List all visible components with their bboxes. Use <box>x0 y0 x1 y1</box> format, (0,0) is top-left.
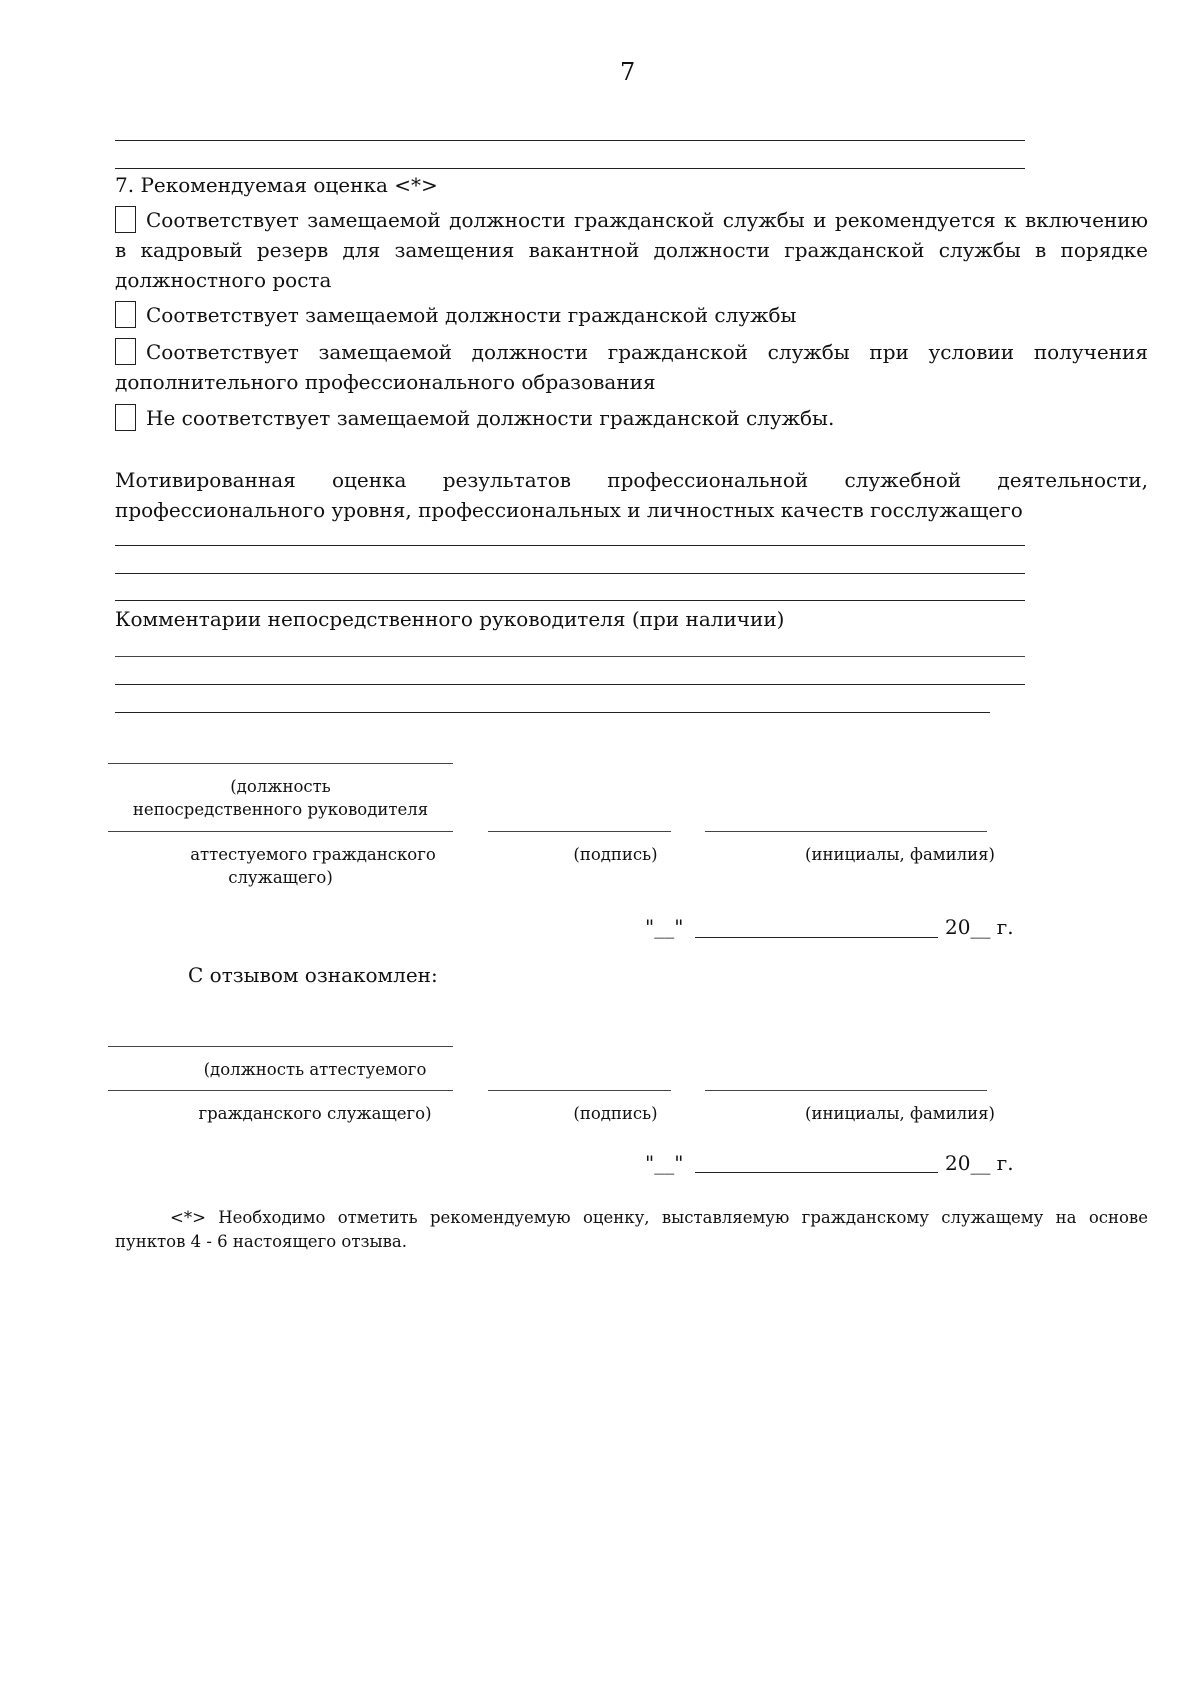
date-month-line <box>695 1172 938 1173</box>
answer-line <box>115 600 1025 601</box>
signature-caption: (подпись) <box>573 845 658 864</box>
checkbox-option-4[interactable] <box>115 404 136 431</box>
answer-line <box>115 140 1025 141</box>
date-year: 20__ г. <box>945 915 1014 939</box>
position-caption: (должность <box>230 777 331 796</box>
date-day: "__" <box>645 915 684 939</box>
position-caption: (должность аттестуемого <box>203 1060 427 1079</box>
checkbox-option-3[interactable] <box>115 338 136 365</box>
footnote: <*> Необходимо отметить рекомендуемую оценку, выставляемую гражданскому служащему на основе пунктов 4 - 6 настоящего отзыва. <box>115 1208 1148 1251</box>
answer-line <box>115 545 1025 546</box>
page-number: 7 <box>620 58 636 86</box>
position-line <box>108 831 453 832</box>
answer-line <box>115 168 1025 169</box>
option-2-label: Соответствует замещаемой должности гражданской службы <box>146 303 797 327</box>
option-2[interactable] <box>115 300 1148 330</box>
answer-line <box>115 656 1025 657</box>
option-3-label: Соответствует замещаемой должности гражданской службы при условии получения дополнительного профессионального образования <box>115 340 1148 394</box>
motivated-assessment-label: Мотивированная оценка результатов профессиональной служебной деятельности, профессионального уровня, профессиональных и личностных качеств госслужащего <box>115 468 1148 522</box>
option-1-label: Соответствует замещаемой должности гражданской службы и рекомендуется к включению в кадровый резерв для замещения вакантной должности гражданской службы в порядке должностного роста <box>115 208 1148 292</box>
name-caption: (инициалы, фамилия) <box>805 845 995 864</box>
position-caption: служащего) <box>228 868 333 887</box>
checkbox-option-1[interactable] <box>115 206 136 233</box>
position-caption: аттестуемого гражданского <box>190 845 436 864</box>
signature-line <box>488 1090 671 1091</box>
position-caption: гражданского служащего) <box>198 1104 432 1123</box>
position-line <box>108 763 453 764</box>
date-month-line <box>695 937 938 938</box>
name-line <box>705 1090 987 1091</box>
signature-line <box>488 831 671 832</box>
date-day: "__" <box>645 1151 684 1175</box>
name-line <box>705 831 987 832</box>
option-3[interactable] <box>115 337 1148 397</box>
answer-line <box>115 712 990 713</box>
option-4-label: Не соответствует замещаемой должности гражданской службы. <box>146 406 835 430</box>
name-caption: (инициалы, фамилия) <box>805 1104 995 1123</box>
date-year: 20__ г. <box>945 1151 1014 1175</box>
comments-label: Комментарии непосредственного руководителя (при наличии) <box>115 607 785 631</box>
option-4[interactable] <box>115 403 1148 433</box>
position-caption: непосредственного руководителя <box>132 800 429 819</box>
position-line <box>108 1046 453 1047</box>
signature-caption: (подпись) <box>573 1104 658 1123</box>
answer-line <box>115 573 1025 574</box>
section-7-heading: 7. Рекомендуемая оценка <*> <box>115 173 438 197</box>
acquainted-label: С отзывом ознакомлен: <box>188 963 438 987</box>
position-line <box>108 1090 453 1091</box>
answer-line <box>115 684 1025 685</box>
checkbox-option-2[interactable] <box>115 301 136 328</box>
option-1[interactable] <box>115 205 1148 295</box>
